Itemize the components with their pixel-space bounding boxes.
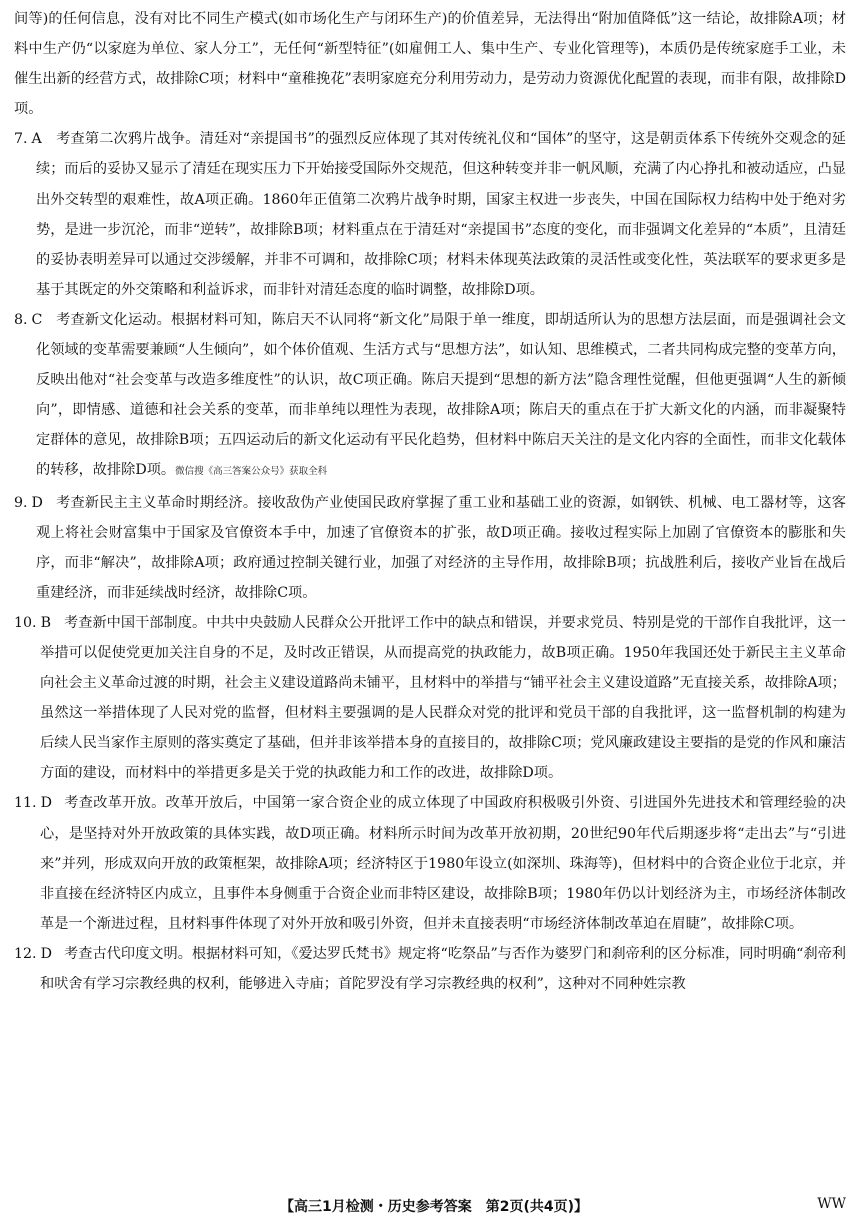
question-index: 10. [14,614,37,631]
topic-lead: 考查改革开放。 [64,795,166,812]
answer-letter: A [31,131,42,148]
question-index: 12. [14,945,37,962]
topic-lead: 考查第二次鸦片战争。 [56,131,200,148]
explanation-text: 清廷对“亲提国书”的强烈反应体现了其对传统礼仪和“国体”的坚守，这是朝贡体系下传统外交观念的延续；而后的妥协又显示了清廷在现实压力下开始接受国际外交规范，但这种转变并非一帆风顺，充满了内心挣扎和被动适应，凸显出外交转型的艰难性，故A项正确。1860年正值第二次鸦片战争时期，国家主权进一步丧失，中国在国际权力结构中处于绝对劣势，是进一步沉沦，而非“逆转”，故排除B项；材料重点在于清廷对“亲提国书”态度的变化，而非强调文化差异的“本质”，且清廷的妥协表明差异可以通过交涉缓解，并非不可调和，故排除C项；材料未体现英法政策的灵活性或变化性，英法联军的要求更多是基于其既定的外交策略和利益诉求，而非针对清廷态度的临时调整，故排除D项。 [36,131,846,298]
explanation-text: 中共中央鼓励人民群众公开批评工作中的缺点和错误，并要求党员、特别是党的干部作自我批评，这一举措可以促使党更加关注自身的不足，及时改正错误，从而提高党的执政能力，故B项正确。1950年我国还处于新民主主义革命向社会主义革命过渡的时期，社会主义建设道路尚未铺平，且材料中的举措与“铺平社会主义建设道路”无直接关系，故排除A项；虽然这一举措体现了人民对党的监督，但材料主要强调的是人民群众对党的批评和党员干部的自我批评，这一监督机制的构建为后续人民当家作主原则的落实奠定了基础，但并非该举措本身的直接目的，故排除C项；党风廉政建设主要指的是党的作风和廉洁方面的建设，而材料中的举措更多是关于党的执政能力和工作的改进，故排除D项。 [40,614,846,782]
question-index: 7. [14,131,28,148]
page-footer [0,1194,868,1220]
question-number [14,488,43,518]
question-index: 11. [14,795,37,812]
answer-item [14,788,846,938]
answer-item [14,608,846,789]
explanation-text: 改革开放后，中国第一家合资企业的成立体现了中国政府积极吸引外资、引进国外先进技术和管理经验的决心，是坚持对外开放政策的具体实践，故D项正确。材料所示时间为改革开放初期，20世纪90年代后期逐步将“走出去”与“引进来”并列，形成双向开放的政策框架，故排除A项；经济特区于1980年设立(如深圳、珠海等)，但材料中的合资企业位于北京，并非直接在经济特区内成立，且事件本身侧重于合资企业而非特区建设，故排除B项；1980年仍以计划经济为主，市场经济体制改革是一个渐进过程，且材料事件体现了对外开放和吸引外资，但并未直接表明“市场经济体制改革迫在眉睫”，故排除C项。 [40,795,846,932]
question-index: 9. [14,494,28,511]
explanation-text: 接收敌伪产业使国民政府掌握了重工业和基础工业的资源，如钢铁、机械、电工器材等，这客观上将社会财富集中于国家及官僚资本手中，加速了官僚资本的扩张，故D项正确。接收过程实际上加剧了官僚资本的膨胀和失序，而非“解决”，故排除A项；政府通过控制关键行业，加强了对经济的主导作用，故排除B项；抗战胜利后，接收产业旨在战后重建经济，而非延续战时经济，故排除C项。 [36,494,846,601]
answer-letter: D [31,494,43,511]
continued-explanation: 间等)的任何信息，没有对比不同生产模式(如市场化生产与闭环生产)的价值差异，无法得出“附加值降低”这一结论，故排除A项；材料中生产仍“以家庭为单位、家人分工”，无任何“新型特征”(如雇佣工人、集中生产、专业化管理等)，本质仍是传统家庭手工业，未催生出新的经营方式，故排除C项；材料中“童稚挽花”表明家庭充分利用劳动力，是劳动力资源优化配置的表现，而非有限，故排除D项。 [14,11,846,118]
question-number [14,939,52,969]
watermark-note: 微信搜《高三答案公众号》获取全科 [175,466,328,478]
question-number [14,305,42,335]
answer-item [14,939,846,999]
footer-code: WW [817,1196,846,1212]
answer-item [14,488,846,608]
answer-letter: D [40,795,52,812]
answer-letter: C [31,311,43,328]
answer-letter: D [40,945,52,962]
explanation-text: 根据材料可知，《爱达罗氏梵书》规定将“吃祭品”与否作为婆罗门和刹帝利的区分标准，同时明确“刹帝利和吠舍有学习宗教经典的权利，能够进入寺庙；首陀罗没有学习宗教经典的权利”，这种对不同种姓宗教 [40,945,846,992]
answer-list [14,124,846,999]
answer-letter: B [40,614,52,631]
answer-item [14,124,846,305]
answer-content [14,4,846,999]
explanation-text: 根据材料可知，陈启天不认同将“新文化”局限于单一维度，即胡适所认为的思想方法层面，而是强调社会文化领域的变革需要兼顾“人生倾向”，如个体价值观、生活方式与“思想方法”，如认知、思维模式，二者共同构成完整的变革方向，反映出他对“社会变革与改造多维度性”的认识，故C项正确。陈启天提到“思想的新方法”隐含理性觉醒，但他更强调“人生的新倾向”，即情感、道德和社会关系的变革，而非单纯以理性为表现，故排除A项；陈启天的重点在于扩大新文化的内涵，而非凝聚特定群体的意见，故排除B项；五四运动后的新文化运动有平民化趋势，但材料中陈启天关注的是文化内容的全面性，而非文化载体的转移，故排除D项。 [36,311,846,479]
answer-item [14,305,846,488]
topic-lead: 考查古代印度文明。 [64,945,192,962]
topic-lead: 考查新中国干部制度。 [64,614,207,631]
topic-lead: 考查新文化运动。 [56,311,172,328]
question-index: 8. [14,311,28,328]
question-number [14,788,52,818]
footer-title: 【高三1月检测・历史参考答案 第2页(共4页)】 [279,1199,589,1215]
question-number [14,608,51,638]
question-number [14,124,42,154]
topic-lead: 考查新民主主义革命时期经济。 [56,494,258,511]
